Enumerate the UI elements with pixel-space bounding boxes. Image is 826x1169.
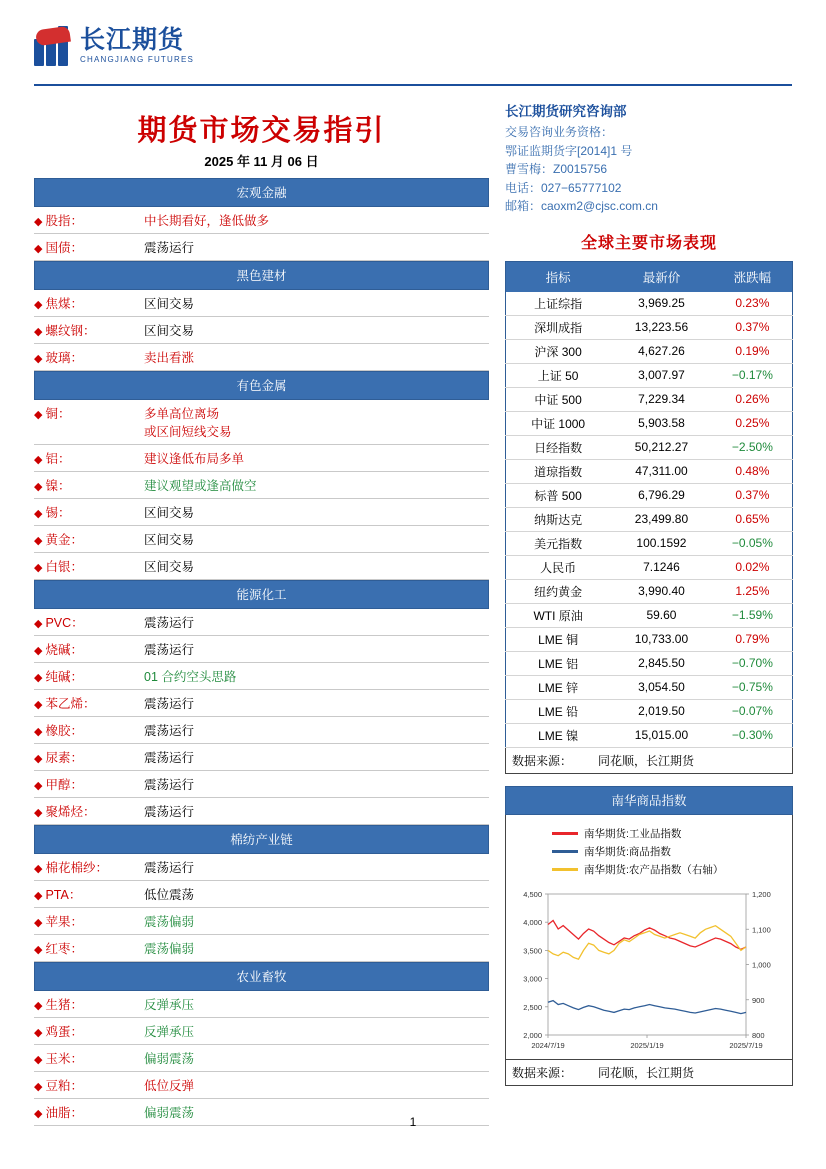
item-label-text: 股指：	[45, 214, 83, 228]
table-row	[34, 553, 489, 580]
contact-line-1: 交易咨询业务资格：	[505, 125, 614, 139]
table-row	[34, 400, 489, 445]
bullet-diamond-icon: ◆	[34, 807, 43, 819]
contact-phone: 电话：027−65777102	[505, 180, 622, 195]
item-label	[34, 717, 144, 744]
legend-label: 南华期货:农产品指数（右轴）	[584, 863, 724, 876]
item-value: 反弹承压	[144, 991, 489, 1018]
item-label	[34, 690, 144, 717]
section-header: 黑色建材	[34, 261, 489, 290]
market-source-label: 数据来源：	[512, 753, 573, 768]
svg-text:2024/7/19: 2024/7/19	[531, 1040, 565, 1050]
item-value: 建议观望或逢高做空	[144, 472, 489, 499]
market-index-change: −0.05%	[713, 531, 793, 555]
market-index-price: 3,007.97	[610, 363, 713, 387]
item-value: 卖出看涨	[144, 344, 489, 371]
market-index-price: 6,796.29	[610, 483, 713, 507]
bullet-diamond-icon: ◆	[34, 753, 43, 765]
item-label	[34, 1045, 144, 1072]
market-index-price: 13,223.56	[610, 315, 713, 339]
market-index-name: 道琼指数	[506, 459, 611, 483]
market-index-name: 上证综指	[506, 292, 611, 316]
table-row	[34, 636, 489, 663]
left-column	[34, 100, 489, 1126]
bullet-diamond-icon: ◆	[34, 1000, 43, 1012]
table-row	[34, 854, 489, 881]
item-label-text: 铝：	[45, 452, 71, 466]
market-index-change: −0.70%	[713, 651, 793, 675]
bullet-diamond-icon: ◆	[34, 1054, 43, 1066]
market-index-name: LME 铜	[506, 627, 611, 651]
table-row	[506, 627, 793, 651]
section-header: 宏观金融	[34, 178, 489, 207]
table-row	[34, 991, 489, 1018]
market-index-price: 5,903.58	[610, 411, 713, 435]
contact-line-2: 鄂证监期货字[2014]1 号	[505, 143, 633, 158]
item-label-text: 油脂：	[45, 1106, 83, 1120]
table-row	[506, 531, 793, 555]
table-row	[506, 459, 793, 483]
item-label-text: 烧碱：	[45, 643, 83, 657]
table-row	[34, 344, 489, 371]
market-index-name: 深圳成指	[506, 315, 611, 339]
item-value: 区间交易	[144, 290, 489, 317]
svg-text:3,000: 3,000	[523, 974, 542, 984]
market-index-name: LME 锌	[506, 675, 611, 699]
logo-name-cn: 长江期货	[80, 26, 185, 54]
table-row	[34, 935, 489, 962]
item-value-line1: 多单高位离场	[144, 407, 220, 421]
svg-text:2025/7/19: 2025/7/19	[729, 1040, 763, 1050]
legend-swatch-icon	[552, 850, 578, 853]
bullet-diamond-icon: ◆	[34, 672, 43, 684]
market-index-change: 0.65%	[713, 507, 793, 531]
item-label	[34, 553, 144, 580]
item-label	[34, 935, 144, 962]
market-index-price: 4,627.26	[610, 339, 713, 363]
market-index-change: −0.07%	[713, 699, 793, 723]
item-label	[34, 317, 144, 344]
table-row	[506, 675, 793, 699]
table-row	[34, 717, 489, 744]
market-index-name: 纳斯达克	[506, 507, 611, 531]
table-row	[506, 699, 793, 723]
table-row	[506, 315, 793, 339]
market-index-price: 3,054.50	[610, 675, 713, 699]
bullet-diamond-icon: ◆	[34, 1081, 43, 1093]
item-label	[34, 636, 144, 663]
page-header	[0, 0, 826, 86]
legend-item	[552, 862, 792, 877]
header-divider	[34, 84, 792, 86]
item-label-text: 棉花棉纱：	[45, 861, 108, 875]
item-label-text: 聚烯烃：	[45, 805, 96, 819]
item-label-text: 红枣：	[45, 942, 83, 956]
item-label-text: 螺纹钢：	[45, 324, 96, 338]
item-label-text: 白银：	[45, 560, 83, 574]
item-label-text: 镍：	[45, 479, 71, 493]
item-label	[34, 908, 144, 935]
table-row	[34, 798, 489, 825]
item-value: 区间交易	[144, 526, 489, 553]
bullet-diamond-icon: ◆	[34, 243, 43, 255]
svg-text:1,200: 1,200	[752, 889, 771, 899]
market-index-change: 0.37%	[713, 483, 793, 507]
market-index-name: 沪深 300	[506, 339, 611, 363]
market-index-price: 10,733.00	[610, 627, 713, 651]
market-index-change: 0.19%	[713, 339, 793, 363]
table-row	[506, 387, 793, 411]
nanhua-index-chart	[506, 884, 792, 1059]
item-label	[34, 881, 144, 908]
bullet-diamond-icon: ◆	[34, 699, 43, 711]
legend-label: 南华期货:工业品指数	[584, 827, 682, 840]
item-label	[34, 991, 144, 1018]
svg-text:2,500: 2,500	[523, 1002, 542, 1012]
market-index-change: 0.48%	[713, 459, 793, 483]
item-label-text: 锡：	[45, 506, 71, 520]
bullet-diamond-icon: ◆	[34, 863, 43, 875]
market-index-name: LME 铝	[506, 651, 611, 675]
table-row	[506, 411, 793, 435]
section-header: 能源化工	[34, 580, 489, 609]
bullet-diamond-icon: ◆	[34, 353, 43, 365]
market-index-price: 23,499.80	[610, 507, 713, 531]
item-label-text: 玉米：	[45, 1052, 83, 1066]
item-value: 区间交易	[144, 553, 489, 580]
market-index-change: 0.37%	[713, 315, 793, 339]
market-index-change: 0.26%	[713, 387, 793, 411]
table-row	[506, 603, 793, 627]
market-table-title: 全球主要市场表现	[580, 234, 717, 252]
bullet-diamond-icon: ◆	[34, 508, 43, 520]
chart-source	[505, 1060, 793, 1086]
section-header: 农业畜牧	[34, 962, 489, 991]
bullet-diamond-icon: ◆	[34, 1108, 43, 1120]
market-index-name: 人民币	[506, 555, 611, 579]
bullet-diamond-icon: ◆	[34, 1027, 43, 1039]
item-label	[34, 499, 144, 526]
table-row	[506, 435, 793, 459]
bullet-diamond-icon: ◆	[34, 535, 43, 547]
item-value: 震荡运行	[144, 609, 489, 636]
item-value: 震荡运行	[144, 690, 489, 717]
item-value: 震荡运行	[144, 636, 489, 663]
item-value: 反弹承压	[144, 1018, 489, 1045]
item-value: 震荡运行	[144, 771, 489, 798]
table-row	[506, 339, 793, 363]
item-label	[34, 445, 144, 472]
document-date: 2025 年 11 月 06 日	[204, 154, 319, 169]
market-index-change: −0.75%	[713, 675, 793, 699]
bullet-diamond-icon: ◆	[34, 726, 43, 738]
svg-text:2,000: 2,000	[523, 1030, 542, 1040]
table-row	[506, 555, 793, 579]
market-index-change: 0.02%	[713, 555, 793, 579]
legend-label: 南华期货:商品指数	[584, 845, 671, 858]
table-row	[34, 1018, 489, 1045]
table-row	[34, 234, 489, 261]
table-row	[506, 363, 793, 387]
item-label-text: 焦煤：	[45, 297, 83, 311]
item-value-line2: 或区间短线交易	[144, 425, 232, 439]
svg-text:900: 900	[752, 995, 765, 1005]
page-number: 1	[409, 1115, 417, 1129]
bullet-diamond-icon: ◆	[34, 299, 43, 311]
svg-text:800: 800	[752, 1030, 765, 1040]
chart-source-label: 数据来源：	[512, 1065, 573, 1080]
bullet-diamond-icon: ◆	[34, 216, 43, 228]
item-label-text: 鸡蛋：	[45, 1025, 83, 1039]
market-index-name: 标普 500	[506, 483, 611, 507]
bullet-diamond-icon: ◆	[34, 618, 43, 630]
section-table	[34, 400, 489, 580]
company-logo	[34, 26, 194, 66]
market-index-name: 美元指数	[506, 531, 611, 555]
dept-name: 长江期货研究咨询部	[505, 104, 627, 119]
market-index-name: 纽约黄金	[506, 579, 611, 603]
bullet-diamond-icon: ◆	[34, 454, 43, 466]
item-label	[34, 609, 144, 636]
item-label	[34, 1018, 144, 1045]
logo-name-en: CHANGJIANG FUTURES	[80, 55, 195, 64]
chart-source-value: 同花顺，长江期货	[598, 1065, 695, 1080]
market-index-price: 7,229.34	[610, 387, 713, 411]
market-index-price: 100.1592	[610, 531, 713, 555]
market-index-change: −0.17%	[713, 363, 793, 387]
bullet-diamond-icon: ◆	[34, 562, 43, 574]
item-label	[34, 344, 144, 371]
table-row	[506, 507, 793, 531]
market-index-name: WTI 原油	[506, 603, 611, 627]
table-row	[34, 526, 489, 553]
bullet-diamond-icon: ◆	[34, 780, 43, 792]
table-row	[506, 651, 793, 675]
item-label-text: 纯碱：	[45, 670, 83, 684]
table-row	[34, 690, 489, 717]
legend-item	[552, 826, 792, 841]
market-source-value: 同花顺，长江期货	[598, 753, 695, 768]
bullet-diamond-icon: ◆	[34, 645, 43, 657]
item-label-text: 玻璃：	[45, 351, 83, 365]
item-value: 中长期看好，逢低做多	[144, 207, 489, 234]
item-label	[34, 400, 144, 445]
item-value	[144, 400, 489, 445]
item-value: 建议逢低布局多单	[144, 445, 489, 472]
table-row	[506, 483, 793, 507]
market-index-change: 0.79%	[713, 627, 793, 651]
table-row	[34, 290, 489, 317]
item-label	[34, 472, 144, 499]
item-label	[34, 290, 144, 317]
item-label-text: 甲醇：	[45, 778, 83, 792]
market-index-change: −0.30%	[713, 723, 793, 747]
table-row	[506, 723, 793, 747]
table-row	[34, 609, 489, 636]
item-label-text: 铜：	[45, 407, 71, 421]
section-table	[34, 290, 489, 371]
section-header: 有色金属	[34, 371, 489, 400]
market-index-name: 日经指数	[506, 435, 611, 459]
item-value: 低位反弹	[144, 1072, 489, 1099]
table-row	[34, 744, 489, 771]
item-label-text: 苯乙烯：	[45, 697, 96, 711]
item-value: 01 合约空头思路	[144, 663, 489, 690]
item-label-text: 橡胶：	[45, 724, 83, 738]
item-label-text: 尿素：	[45, 751, 83, 765]
table-row	[34, 207, 489, 234]
item-label-text: PTA：	[45, 888, 82, 902]
table-row	[34, 663, 489, 690]
market-col-change: 涨跌幅	[713, 261, 793, 292]
item-label-text: 黄金：	[45, 533, 83, 547]
market-index-name: 中证 1000	[506, 411, 611, 435]
item-label	[34, 526, 144, 553]
legend-swatch-icon	[552, 868, 578, 871]
svg-text:4,500: 4,500	[523, 889, 542, 899]
item-value: 震荡运行	[144, 798, 489, 825]
chart-legend	[506, 815, 792, 884]
item-label-text: PVC：	[45, 616, 84, 630]
item-value: 震荡偏弱	[144, 935, 489, 962]
market-index-change: 1.25%	[713, 579, 793, 603]
table-row	[34, 472, 489, 499]
market-index-change: −2.50%	[713, 435, 793, 459]
market-index-price: 50,212.27	[610, 435, 713, 459]
table-row	[34, 1072, 489, 1099]
item-value: 区间交易	[144, 499, 489, 526]
bullet-diamond-icon: ◆	[34, 409, 43, 421]
item-value: 区间交易	[144, 317, 489, 344]
bullet-diamond-icon: ◆	[34, 944, 43, 956]
item-label	[34, 663, 144, 690]
svg-text:2025/1/19: 2025/1/19	[630, 1040, 664, 1050]
bullet-diamond-icon: ◆	[34, 326, 43, 338]
table-row	[34, 771, 489, 798]
section-table	[34, 854, 489, 962]
market-index-price: 3,990.40	[610, 579, 713, 603]
contact-email: 邮箱：caoxm2@cjsc.com.cn	[505, 199, 658, 214]
index-chart-box	[505, 815, 793, 1060]
market-index-name: LME 铅	[506, 699, 611, 723]
market-table-header	[506, 261, 793, 292]
table-row	[34, 908, 489, 935]
section-header: 棉纺产业链	[34, 825, 489, 854]
table-row	[34, 317, 489, 344]
item-label-text: 豆粕：	[45, 1079, 83, 1093]
item-value: 震荡运行	[144, 744, 489, 771]
item-label	[34, 854, 144, 881]
market-table	[505, 261, 793, 748]
bullet-diamond-icon: ◆	[34, 917, 43, 929]
item-value: 偏弱震荡	[144, 1045, 489, 1072]
logo-mark-icon	[34, 26, 72, 66]
market-index-price: 3,969.25	[610, 292, 713, 316]
market-index-change: −1.59%	[713, 603, 793, 627]
svg-text:3,500: 3,500	[523, 946, 542, 956]
market-index-price: 59.60	[610, 603, 713, 627]
svg-text:1,000: 1,000	[752, 960, 771, 970]
market-col-price: 最新价	[610, 261, 713, 292]
market-index-name: 上证 50	[506, 363, 611, 387]
section-table	[34, 207, 489, 261]
item-label-text: 国债：	[45, 241, 83, 255]
table-row	[34, 445, 489, 472]
item-label-text: 苹果：	[45, 915, 83, 929]
page-title: 期货市场交易指引	[137, 115, 386, 147]
table-row	[34, 499, 489, 526]
market-col-name: 指标	[506, 261, 611, 292]
item-label	[34, 771, 144, 798]
market-index-price: 15,015.00	[610, 723, 713, 747]
market-index-name: 中证 500	[506, 387, 611, 411]
legend-swatch-icon	[552, 832, 578, 835]
market-index-price: 47,311.00	[610, 459, 713, 483]
item-label	[34, 798, 144, 825]
item-value: 偏弱震荡	[144, 1099, 489, 1126]
market-index-price: 7.1246	[610, 555, 713, 579]
item-label	[34, 1072, 144, 1099]
table-row	[506, 292, 793, 316]
svg-text:1,100: 1,100	[752, 925, 771, 935]
bullet-diamond-icon: ◆	[34, 890, 43, 902]
legend-item	[552, 844, 792, 859]
table-row	[34, 1045, 489, 1072]
market-index-name: LME 镍	[506, 723, 611, 747]
item-label	[34, 234, 144, 261]
section-table	[34, 609, 489, 825]
svg-text:4,000: 4,000	[523, 918, 542, 928]
market-index-price: 2,019.50	[610, 699, 713, 723]
sections-container	[34, 178, 489, 1126]
item-value: 震荡运行	[144, 234, 489, 261]
item-label	[34, 744, 144, 771]
bullet-diamond-icon: ◆	[34, 481, 43, 493]
item-value: 震荡运行	[144, 854, 489, 881]
market-source	[505, 748, 793, 774]
item-label-text: 生猪：	[45, 998, 83, 1012]
item-value: 震荡运行	[144, 717, 489, 744]
market-index-change: 0.23%	[713, 292, 793, 316]
section-table	[34, 991, 489, 1126]
index-chart-title: 南华商品指数	[505, 786, 793, 815]
right-column	[505, 100, 793, 1086]
market-index-change: 0.25%	[713, 411, 793, 435]
market-index-price: 2,845.50	[610, 651, 713, 675]
item-label	[34, 207, 144, 234]
table-row	[34, 881, 489, 908]
table-row	[506, 579, 793, 603]
item-value: 低位震荡	[144, 881, 489, 908]
item-value: 震荡偏弱	[144, 908, 489, 935]
chart-plot-area	[506, 884, 792, 1059]
contact-line-3: 曹雪梅：Z0015756	[505, 162, 608, 177]
